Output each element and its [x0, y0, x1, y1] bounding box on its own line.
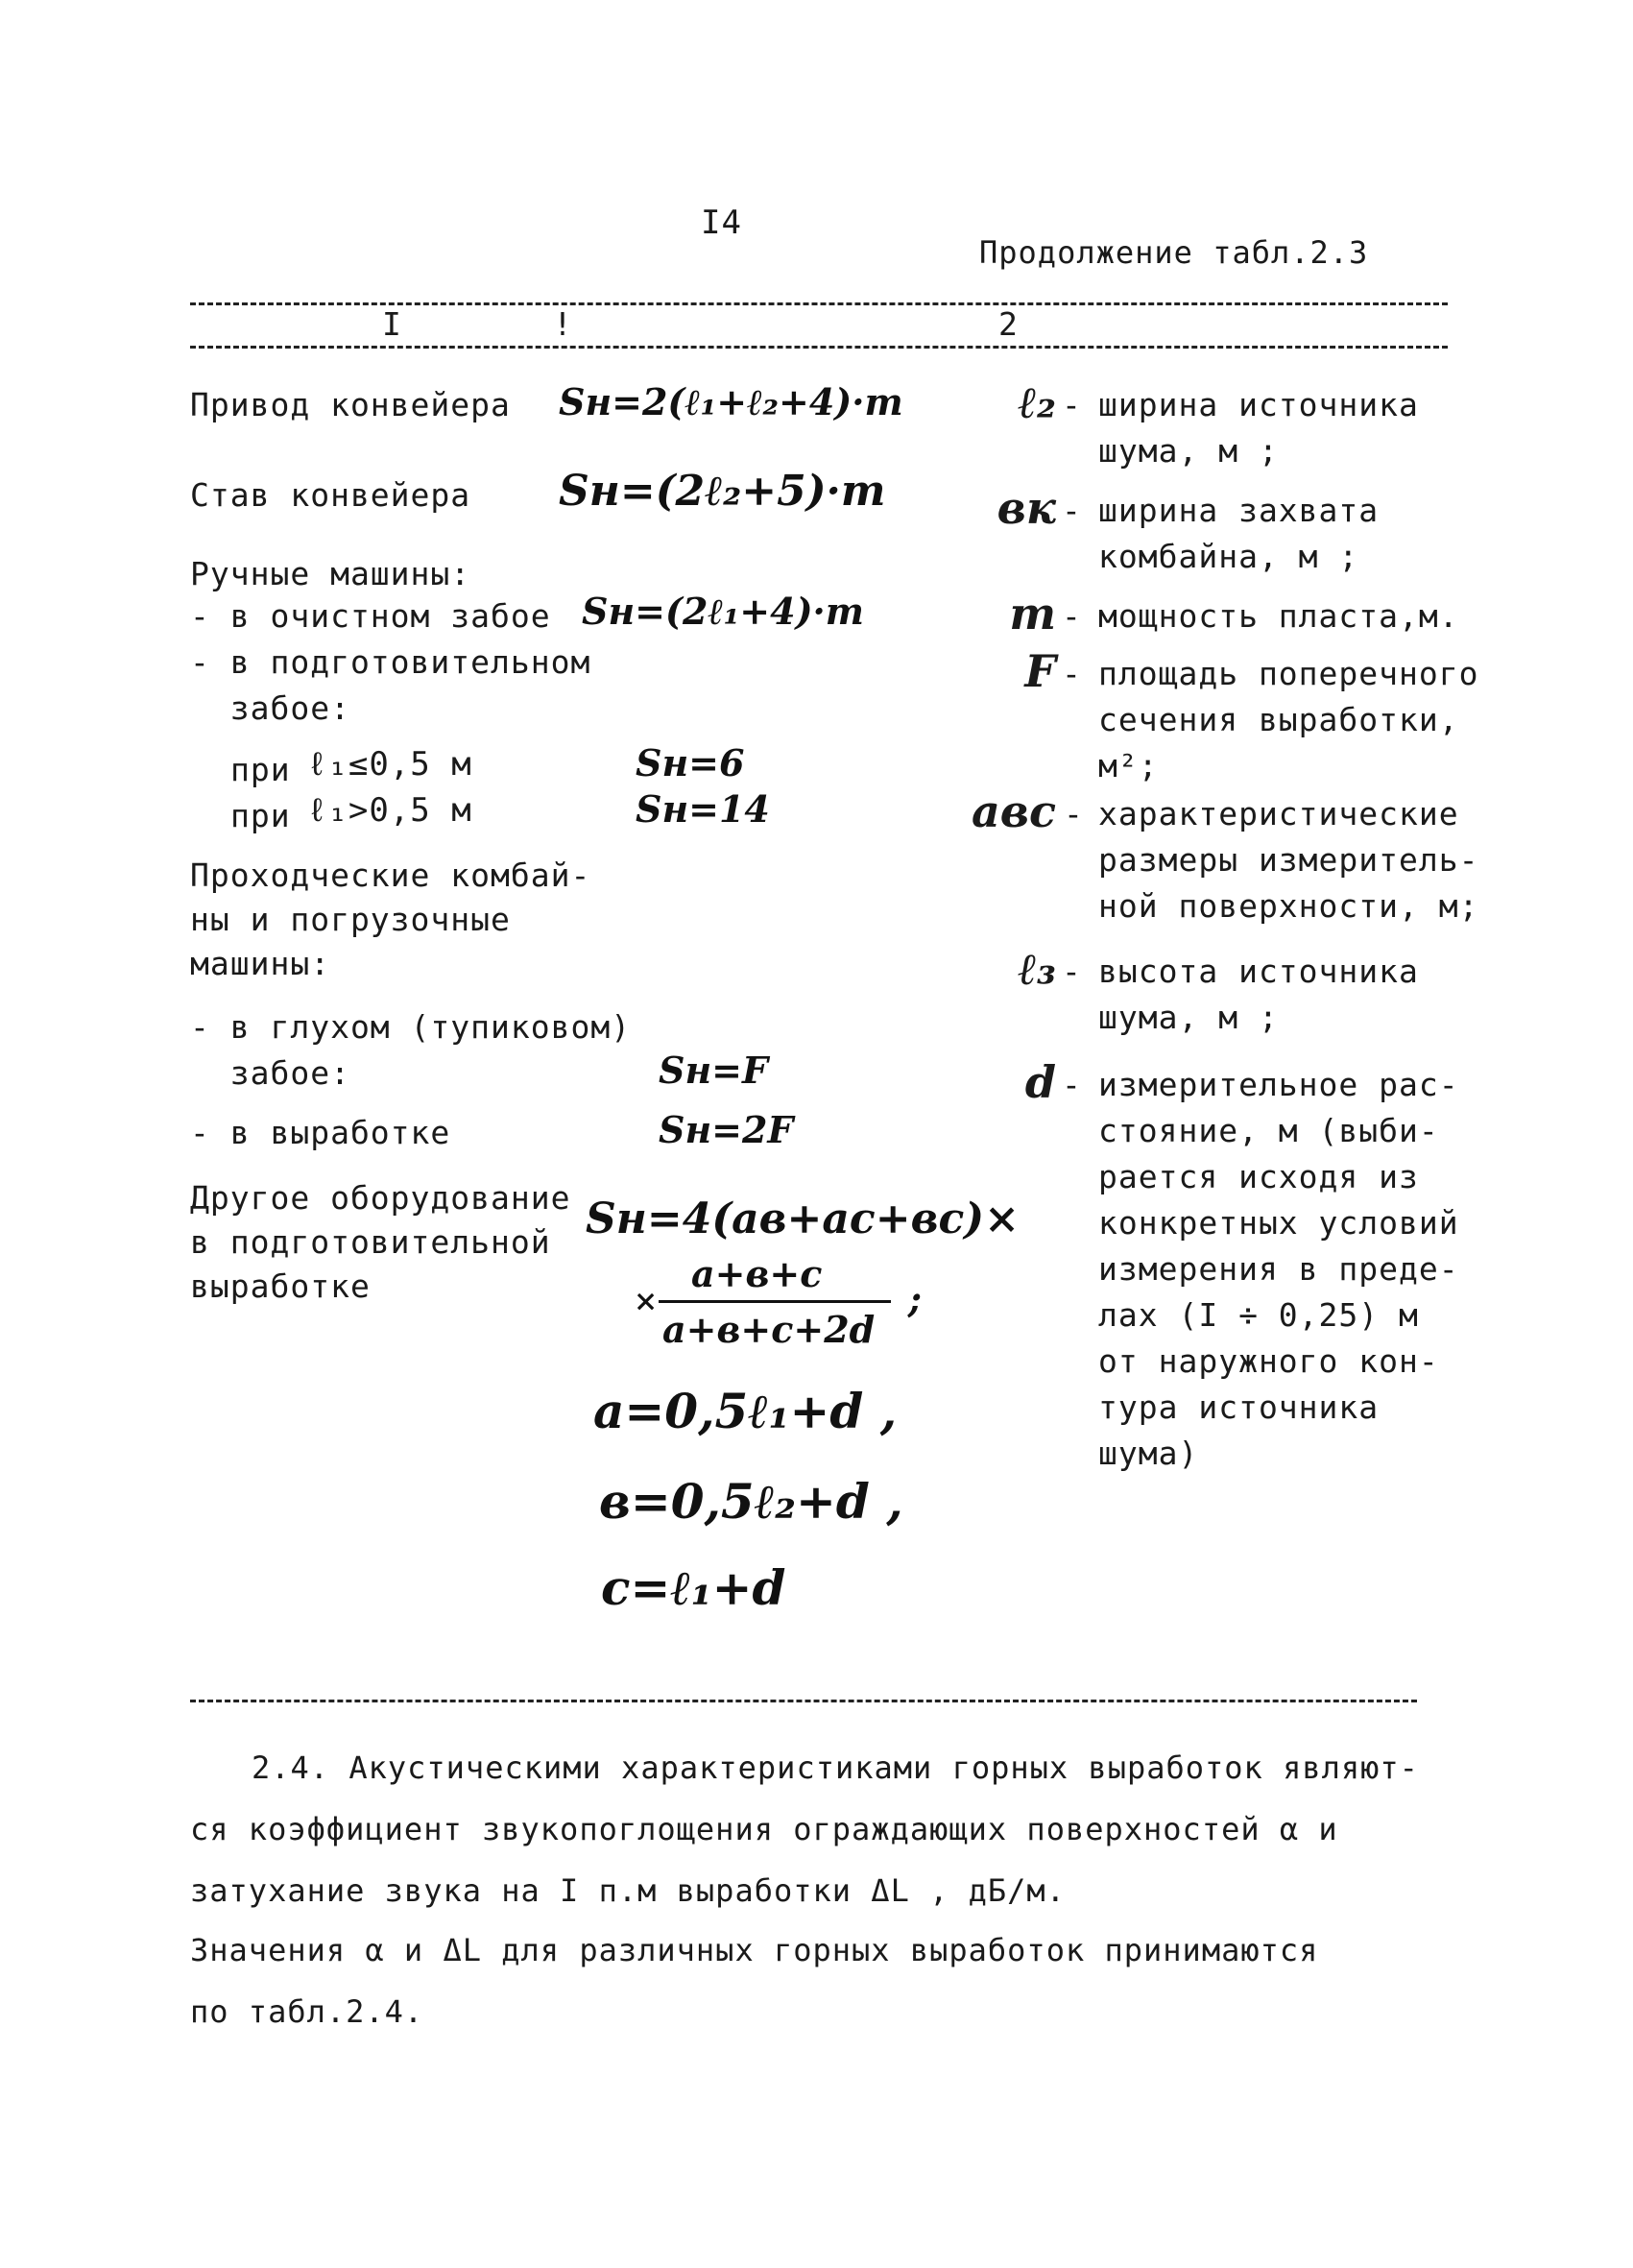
legend-text: конкретных условий	[1098, 1204, 1459, 1242]
row-formula: Sн=14	[636, 787, 770, 831]
page-number: I4	[701, 204, 742, 242]
legend-text: ной поверхности, м;	[1098, 887, 1479, 925]
legend-text: измерительное рас-	[1098, 1066, 1459, 1103]
big-formula-numerator: a+в+c	[691, 1252, 823, 1295]
paragraph-line: ся коэффициент звукопоглощения ограждающих поверхностей α и	[190, 1811, 1338, 1847]
row-formula: Sн=(2ℓ₁+4)·m	[582, 590, 864, 633]
legend-text: стояние, м (выби-	[1098, 1112, 1439, 1149]
legend-dash: -	[1062, 386, 1081, 423]
legend-text: лах (I ÷ 0,25) м	[1098, 1296, 1419, 1334]
header-bottom-rule	[190, 346, 1448, 349]
continuation-caption: Продолжение табл.2.3	[979, 234, 1369, 271]
legend-symbol: F	[1024, 645, 1056, 697]
legend-text: высота источника	[1098, 953, 1419, 990]
legend-text: шума, м ;	[1098, 999, 1279, 1036]
row-condition: ℓ₁>0,5 м	[307, 791, 472, 830]
col1-header: I	[382, 305, 402, 343]
row-label: при	[230, 751, 291, 788]
row-label: машины:	[190, 945, 331, 982]
legend-symbol: d	[1024, 1056, 1056, 1108]
paragraph-line: Значения α и ΔL для различных горных выработок принимаются	[190, 1932, 1319, 1968]
fraction-bar	[659, 1300, 891, 1303]
row-label: Привод конвейера	[190, 386, 511, 423]
legend-text: характеристические	[1098, 795, 1459, 832]
row-label: Ручные машины:	[190, 555, 471, 592]
big-formula-line1: Sн=4(aв+ac+вc)×	[586, 1194, 1020, 1243]
big-formula-prefix: ×	[634, 1285, 659, 1318]
legend-dash: -	[1064, 795, 1083, 832]
legend-text: мощность пласта,м.	[1098, 597, 1459, 635]
table-bottom-rule	[190, 1700, 1417, 1702]
legend-text: ширина захвата	[1098, 492, 1380, 529]
legend-text: ширина источника	[1098, 386, 1419, 423]
row-label: - в выработке	[190, 1114, 451, 1151]
legend-symbol: aвc	[971, 785, 1056, 837]
row-formula: Sн=6	[636, 741, 745, 784]
legend-text: от наружного кон-	[1098, 1342, 1439, 1380]
row-label: в подготовительной	[190, 1223, 551, 1261]
legend-text: шума)	[1098, 1435, 1199, 1472]
b-equation: в=0,5ℓ₂+d ,	[599, 1473, 903, 1530]
row-label: - в подготовительном	[190, 643, 591, 681]
legend-text: тура источника	[1098, 1388, 1380, 1426]
legend-dash: -	[1062, 655, 1081, 692]
row-label: выработке	[190, 1267, 371, 1305]
row-label: Став конвейера	[190, 476, 471, 514]
legend-text: измерения в преде-	[1098, 1250, 1459, 1288]
legend-text: сечения выработки,	[1098, 701, 1459, 738]
c-equation: c=ℓ₁+d	[601, 1559, 786, 1616]
row-label: ны и погрузочные	[190, 901, 511, 938]
legend-text: рается исходя из	[1098, 1158, 1419, 1195]
legend-symbol: ℓ₂	[1018, 376, 1056, 428]
big-formula-denominator: a+в+c+2d	[662, 1308, 876, 1351]
legend-text: шума, м ;	[1098, 432, 1279, 470]
row-label: - в глухом (тупиковом)	[190, 1008, 632, 1046]
paragraph-line: 2.4. Акустическими характеристиками горных выработок являют-	[252, 1749, 1419, 1786]
legend-symbol: ℓ₃	[1018, 943, 1056, 995]
row-formula: Sн=F	[659, 1049, 768, 1092]
row-label: забое:	[190, 1054, 350, 1092]
header-top-rule	[190, 302, 1448, 305]
row-label: при	[230, 797, 291, 834]
paragraph-line: затухание звука на I п.м выработки ΔL , дБ/м.	[190, 1872, 1066, 1909]
row-formula: Sн=(2ℓ₂+5)·m	[559, 467, 886, 516]
legend-symbol: m	[1009, 588, 1056, 639]
a-equation: a=0,5ℓ₁+d ,	[593, 1383, 898, 1439]
row-formula: Sн=2F	[659, 1108, 794, 1151]
row-condition: ℓ₁≤0,5 м	[307, 745, 472, 784]
row-label: забое:	[190, 689, 350, 727]
legend-text: м²;	[1098, 747, 1159, 784]
row-label: Другое оборудование	[190, 1179, 571, 1217]
big-formula-suffix: ;	[908, 1277, 923, 1320]
legend-dash: -	[1062, 953, 1081, 990]
legend-dash: -	[1062, 1066, 1081, 1103]
legend-text: площадь поперечного	[1098, 655, 1479, 692]
col2-header: 2	[998, 305, 1019, 343]
legend-dash: -	[1062, 597, 1081, 635]
col-separator: !	[553, 305, 573, 343]
row-formula: Sн=2(ℓ₁+ℓ₂+4)·m	[559, 380, 903, 423]
legend-text: комбайна, м ;	[1098, 538, 1359, 575]
paragraph-line: по табл.2.4.	[190, 1993, 424, 2030]
legend-symbol: вк	[997, 482, 1056, 534]
row-label: - в очистном забое	[190, 597, 551, 635]
legend-text: размеры измеритель-	[1098, 841, 1479, 879]
legend-dash: -	[1062, 492, 1081, 529]
row-label: Проходческие комбай-	[190, 857, 591, 894]
